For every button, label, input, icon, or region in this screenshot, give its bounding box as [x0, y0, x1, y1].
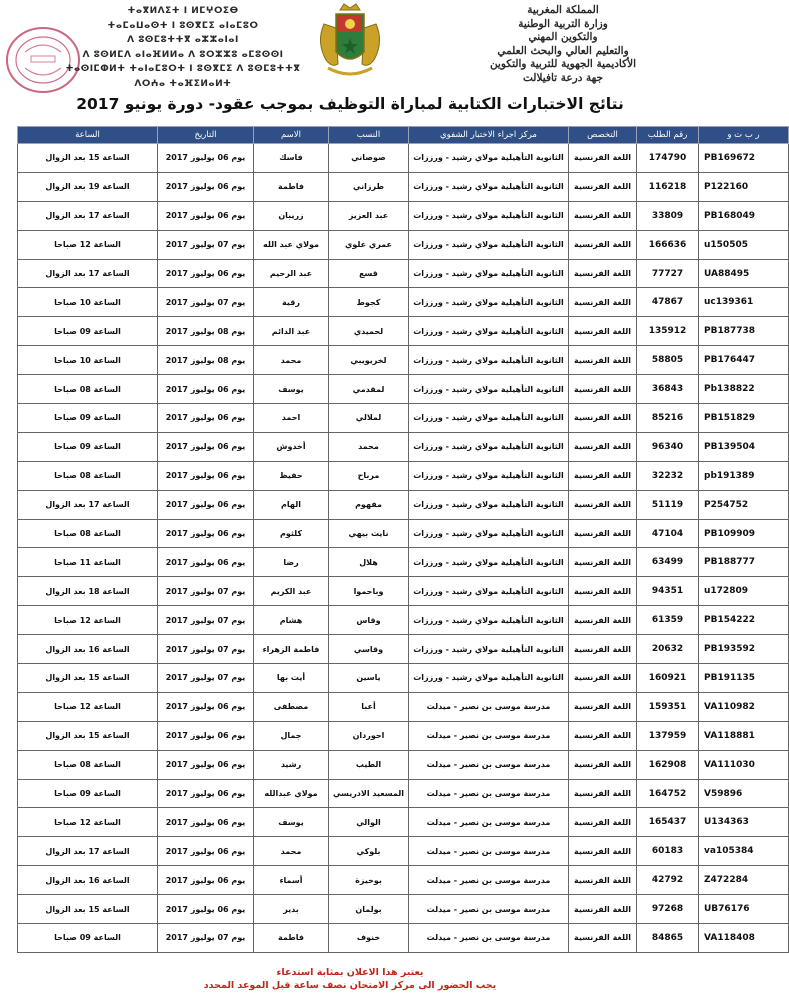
column-header-request-number: رقم الطلب	[637, 127, 699, 144]
cell-exam-center: مدرسة موسى بن نصير - ميدلت	[409, 866, 569, 895]
cell-specialty: اللغة الفرنسية	[569, 519, 637, 548]
cell-code: Pb138822	[699, 375, 789, 404]
cell-code: V59896	[699, 779, 789, 808]
table-row	[18, 692, 789, 721]
cell-specialty: اللغة الفرنسية	[569, 259, 637, 288]
cell-last-name: صوصاني	[329, 144, 409, 173]
cell-code: PB151829	[699, 404, 789, 433]
cell-last-name: وقاس	[329, 606, 409, 635]
cell-first-name: مولاي عبدالله	[254, 779, 329, 808]
table-header	[18, 127, 789, 144]
cell-request-number: 33809	[637, 201, 699, 230]
footer-notice	[0, 966, 700, 992]
cell-last-name: بولمان	[329, 895, 409, 924]
cell-last-name: قسع	[329, 259, 409, 288]
cell-specialty: اللغة الفرنسية	[569, 837, 637, 866]
cell-exam-center: مدرسة موسى بن نصير - ميدلت	[409, 721, 569, 750]
cell-last-name: طرزاني	[329, 172, 409, 201]
cell-code: pb191389	[699, 461, 789, 490]
tifinagh-line: ⵜⴰⵙⵏⵎⵀⵍⵜ ⵜⴰⵏⴰⵎⵓⵔⵜ ⵏ ⵓⵙⴳⵎⵉ ⴷ ⵓⵙⵎⵓⵜⵜⴳ	[65, 64, 301, 74]
cell-code: VA118408	[699, 924, 789, 953]
cell-request-number: 60183	[637, 837, 699, 866]
cell-specialty: اللغة الفرنسية	[569, 432, 637, 461]
cell-first-name: محمد	[254, 837, 329, 866]
arabic-line: الأكاديمية الجهوية للتربية والتكوين	[489, 58, 637, 70]
table-row	[18, 664, 789, 693]
cell-exam-center: الثانوية التأهيلية مولاي رشيد - ورززات	[409, 201, 569, 230]
cell-exam-center: الثانوية التأهيلية مولاي رشيد - ورززات	[409, 144, 569, 173]
cell-date: يوم 06 يوليوز 2017	[158, 172, 254, 201]
cell-request-number: 36843	[637, 375, 699, 404]
table-row	[18, 172, 789, 201]
cell-code: Z472284	[699, 866, 789, 895]
cell-last-name: عبد العزيز	[329, 201, 409, 230]
cell-code: P122160	[699, 172, 789, 201]
cell-last-name: لحميدي	[329, 317, 409, 346]
cell-last-name: مفهوم	[329, 490, 409, 519]
cell-first-name: الهام	[254, 490, 329, 519]
cell-last-name: أعبا	[329, 692, 409, 721]
cell-date: يوم 06 يوليوز 2017	[158, 490, 254, 519]
tifinagh-line: ⴷ ⵓⵙⵎⵓⵜⵜⴳ ⴰⵣⵣⴰⵏⴰⵏ	[127, 35, 239, 45]
cell-request-number: 51119	[637, 490, 699, 519]
cell-time: الساعة 18 بعد الزوال	[18, 577, 158, 606]
arabic-line: والتعليم العالي والبحث العلمي	[497, 44, 629, 57]
table-row	[18, 432, 789, 461]
cell-exam-center: الثانوية التأهيلية مولاي رشيد - ورززات	[409, 375, 569, 404]
column-header-time: الساعة	[18, 127, 158, 144]
cell-exam-center: الثانوية التأهيلية مولاي رشيد - ورززات	[409, 606, 569, 635]
cell-last-name: وباحموا	[329, 577, 409, 606]
cell-specialty: اللغة الفرنسية	[569, 895, 637, 924]
table-row	[18, 230, 789, 259]
cell-specialty: اللغة الفرنسية	[569, 201, 637, 230]
table-row	[18, 317, 789, 346]
cell-date: يوم 06 يوليوز 2017	[158, 750, 254, 779]
cell-date: يوم 06 يوليوز 2017	[158, 808, 254, 837]
cell-specialty: اللغة الفرنسية	[569, 346, 637, 375]
cell-request-number: 47104	[637, 519, 699, 548]
cell-code: PB191135	[699, 664, 789, 693]
cell-exam-center: مدرسة موسى بن نصير - ميدلت	[409, 808, 569, 837]
column-header-specialty: التخصص	[569, 127, 637, 144]
cell-specialty: اللغة الفرنسية	[569, 750, 637, 779]
table-row	[18, 866, 789, 895]
cell-last-name: لخريويبي	[329, 346, 409, 375]
table-row	[18, 519, 789, 548]
cell-first-name: رقية	[254, 288, 329, 317]
cell-last-name: نايت بيهي	[329, 519, 409, 548]
cell-first-name: كلثوم	[254, 519, 329, 548]
arabic-line: جهة درعة تافيلالت	[523, 71, 603, 84]
cell-date: يوم 06 يوليوز 2017	[158, 866, 254, 895]
cell-specialty: اللغة الفرنسية	[569, 866, 637, 895]
cell-specialty: اللغة الفرنسية	[569, 606, 637, 635]
cell-time: الساعة 15 بعد الزوال	[18, 721, 158, 750]
cell-time: الساعة 09 صباحا	[18, 432, 158, 461]
cell-time: الساعة 08 صباحا	[18, 519, 158, 548]
cell-code: UB76176	[699, 895, 789, 924]
cell-time: الساعة 16 بعد الزوال	[18, 866, 158, 895]
cell-date: يوم 06 يوليوز 2017	[158, 837, 254, 866]
cell-specialty: اللغة الفرنسية	[569, 721, 637, 750]
cell-first-name: بدير	[254, 895, 329, 924]
cell-exam-center: الثانوية التأهيلية مولاي رشيد - ورززات	[409, 519, 569, 548]
table-row	[18, 144, 789, 173]
cell-exam-center: الثانوية التأهيلية مولاي رشيد - ورززات	[409, 432, 569, 461]
cell-time: الساعة 08 صباحا	[18, 461, 158, 490]
cell-specialty: اللغة الفرنسية	[569, 375, 637, 404]
header-row	[18, 127, 789, 144]
table-row	[18, 837, 789, 866]
cell-exam-center: الثانوية التأهيلية مولاي رشيد - ورززات	[409, 288, 569, 317]
cell-first-name: يوسف	[254, 808, 329, 837]
cell-first-name: يوسف	[254, 375, 329, 404]
tifinagh-letterhead	[58, 4, 308, 91]
cell-time: الساعة 12 صباحا	[18, 692, 158, 721]
cell-code: PB139504	[699, 432, 789, 461]
table-row	[18, 346, 789, 375]
royal-emblem-icon	[314, 2, 386, 82]
table-row	[18, 375, 789, 404]
cell-date: يوم 07 يوليوز 2017	[158, 577, 254, 606]
cell-last-name: هلال	[329, 548, 409, 577]
cell-date: يوم 07 يوليوز 2017	[158, 288, 254, 317]
cell-first-name: فاطمة	[254, 172, 329, 201]
table-row	[18, 895, 789, 924]
cell-date: يوم 06 يوليوز 2017	[158, 519, 254, 548]
cell-exam-center: مدرسة موسى بن نصير - ميدلت	[409, 837, 569, 866]
cell-exam-center: الثانوية التأهيلية مولاي رشيد - ورززات	[409, 172, 569, 201]
letterhead	[0, 0, 700, 90]
cell-specialty: اللغة الفرنسية	[569, 461, 637, 490]
arabic-line: وزارة التربية الوطنية	[518, 17, 608, 30]
table-row	[18, 635, 789, 664]
table-row	[18, 490, 789, 519]
cell-code: PB176447	[699, 346, 789, 375]
table-row	[18, 288, 789, 317]
cell-specialty: اللغة الفرنسية	[569, 548, 637, 577]
column-header-code: ر ب ت و	[699, 127, 789, 144]
cell-first-name: زريبان	[254, 201, 329, 230]
column-header-first-name: الاسم	[254, 127, 329, 144]
cell-first-name: أسماء	[254, 866, 329, 895]
cell-first-name: أيت بها	[254, 664, 329, 693]
footer-line-summons: يعتبر هذا الاعلان بمثابة استدعاء	[276, 967, 424, 978]
cell-date: يوم 07 يوليوز 2017	[158, 230, 254, 259]
arabic-letterhead	[438, 4, 688, 85]
cell-exam-center: الثانوية التأهيلية مولاي رشيد - ورززات	[409, 635, 569, 664]
cell-exam-center: الثانوية التأهيلية مولاي رشيد - ورززات	[409, 577, 569, 606]
cell-last-name: خنوف	[329, 924, 409, 953]
cell-last-name: كجوط	[329, 288, 409, 317]
cell-last-name: محمد	[329, 432, 409, 461]
cell-date: يوم 06 يوليوز 2017	[158, 404, 254, 433]
cell-date: يوم 06 يوليوز 2017	[158, 144, 254, 173]
cell-specialty: اللغة الفرنسية	[569, 317, 637, 346]
cell-specialty: اللغة الفرنسية	[569, 692, 637, 721]
cell-request-number: 174790	[637, 144, 699, 173]
cell-code: PB168049	[699, 201, 789, 230]
cell-exam-center: الثانوية التأهيلية مولاي رشيد - ورززات	[409, 346, 569, 375]
cell-exam-center: الثانوية التأهيلية مولاي رشيد - ورززات	[409, 230, 569, 259]
cell-code: PB154222	[699, 606, 789, 635]
cell-code: u172809	[699, 577, 789, 606]
cell-request-number: 85216	[637, 404, 699, 433]
cell-date: يوم 06 يوليوز 2017	[158, 779, 254, 808]
cell-first-name: جمال	[254, 721, 329, 750]
cell-code: UA88495	[699, 259, 789, 288]
cell-time: الساعة 15 بعد الزوال	[18, 664, 158, 693]
cell-exam-center: الثانوية التأهيلية مولاي رشيد - ورززات	[409, 259, 569, 288]
cell-exam-center: الثانوية التأهيلية مولاي رشيد - ورززات	[409, 664, 569, 693]
cell-time: الساعة 08 صباحا	[18, 750, 158, 779]
cell-exam-center: الثانوية التأهيلية مولاي رشيد - ورززات	[409, 461, 569, 490]
cell-last-name: الطيب	[329, 750, 409, 779]
cell-exam-center: مدرسة موسى بن نصير - ميدلت	[409, 895, 569, 924]
cell-request-number: 162908	[637, 750, 699, 779]
column-header-date: التاريخ	[158, 127, 254, 144]
cell-specialty: اللغة الفرنسية	[569, 808, 637, 837]
tifinagh-line: ⵜⴰⵎⴰⵡⴰⵙⵜ ⵏ ⵓⵙⴳⵎⵉ ⴰⵏⴰⵎⵓⵔ	[107, 20, 259, 31]
tifinagh-line: ⵜⴰⴳⵍⴷⵉⵜ ⵏ ⵍⵎⵖⵔⵉⴱ	[127, 6, 239, 16]
cell-exam-center: الثانوية التأهيلية مولاي رشيد - ورززات	[409, 548, 569, 577]
cell-time: الساعة 08 صباحا	[18, 375, 158, 404]
cell-last-name: مرباح	[329, 461, 409, 490]
cell-request-number: 94351	[637, 577, 699, 606]
cell-first-name: رضا	[254, 548, 329, 577]
cell-time: الساعة 17 بعد الزوال	[18, 201, 158, 230]
cell-time: الساعة 12 صباحا	[18, 808, 158, 837]
cell-time: الساعة 16 بعد الزوال	[18, 635, 158, 664]
cell-time: الساعة 09 صباحا	[18, 404, 158, 433]
cell-specialty: اللغة الفرنسية	[569, 577, 637, 606]
cell-first-name: فاسك	[254, 144, 329, 173]
cell-time: الساعة 09 صباحا	[18, 317, 158, 346]
cell-time: الساعة 19 بعد الزوال	[18, 172, 158, 201]
arabic-line: المملكة المغربية	[527, 4, 599, 16]
cell-request-number: 42792	[637, 866, 699, 895]
cell-date: يوم 08 يوليوز 2017	[158, 317, 254, 346]
cell-exam-center: مدرسة موسى بن نصير - ميدلت	[409, 924, 569, 953]
cell-code: P254752	[699, 490, 789, 519]
cell-date: يوم 06 يوليوز 2017	[158, 259, 254, 288]
cell-date: يوم 06 يوليوز 2017	[158, 895, 254, 924]
cell-time: الساعة 11 صباحا	[18, 548, 158, 577]
cell-time: الساعة 15 بعد الزوال	[18, 895, 158, 924]
cell-time: الساعة 17 بعد الزوال	[18, 837, 158, 866]
table-row	[18, 461, 789, 490]
table-row	[18, 750, 789, 779]
cell-request-number: 84865	[637, 924, 699, 953]
cell-exam-center: مدرسة موسى بن نصير - ميدلت	[409, 692, 569, 721]
cell-first-name: مولاي عبد الله	[254, 230, 329, 259]
cell-exam-center: مدرسة موسى بن نصير - ميدلت	[409, 750, 569, 779]
tifinagh-line: ⴷ ⵓⵙⵍⵎⴷ ⴰⵏⴰⴼⵍⵍⴰ ⴷ ⵓⵔⵣⵣⵓ ⴰⵎⵓⵙⵙⵏ	[82, 49, 284, 60]
table-row	[18, 808, 789, 837]
cell-code: VA118881	[699, 721, 789, 750]
cell-date: يوم 06 يوليوز 2017	[158, 375, 254, 404]
table-row	[18, 404, 789, 433]
table-row	[18, 779, 789, 808]
cell-request-number: 164752	[637, 779, 699, 808]
cell-request-number: 32232	[637, 461, 699, 490]
table-row	[18, 721, 789, 750]
page-title: نتائج الاختبارات الكتابية لمباراة التوظيف بموجب عقود- دورة يونيو 2017	[76, 95, 624, 113]
cell-exam-center: الثانوية التأهيلية مولاي رشيد - ورززات	[409, 490, 569, 519]
cell-code: PB169672	[699, 144, 789, 173]
cell-date: يوم 07 يوليوز 2017	[158, 664, 254, 693]
table-body	[18, 144, 789, 953]
cell-request-number: 137959	[637, 721, 699, 750]
cell-exam-center: مدرسة موسى بن نصير - ميدلت	[409, 779, 569, 808]
cell-code: uc139361	[699, 288, 789, 317]
cell-specialty: اللغة الفرنسية	[569, 490, 637, 519]
cell-last-name: احوردان	[329, 721, 409, 750]
cell-time: الساعة 15 بعد الزوال	[18, 144, 158, 173]
table-row	[18, 201, 789, 230]
cell-date: يوم 06 يوليوز 2017	[158, 692, 254, 721]
cell-time: الساعة 17 بعد الزوال	[18, 490, 158, 519]
cell-last-name: الوالي	[329, 808, 409, 837]
cell-last-name: لملالي	[329, 404, 409, 433]
cell-request-number: 20632	[637, 635, 699, 664]
cell-specialty: اللغة الفرنسية	[569, 144, 637, 173]
table-row	[18, 606, 789, 635]
cell-time: الساعة 12 صباحا	[18, 230, 158, 259]
table-row	[18, 924, 789, 953]
table-row	[18, 259, 789, 288]
cell-date: يوم 06 يوليوز 2017	[158, 461, 254, 490]
cell-request-number: 97268	[637, 895, 699, 924]
cell-first-name: مصطفى	[254, 692, 329, 721]
cell-first-name: عبد الرحيم	[254, 259, 329, 288]
cell-request-number: 116218	[637, 172, 699, 201]
cell-time: الساعة 09 صباحا	[18, 924, 158, 953]
cell-first-name: أخدوش	[254, 432, 329, 461]
cell-first-name: فاطمة	[254, 924, 329, 953]
cell-request-number: 160921	[637, 664, 699, 693]
cell-request-number: 166636	[637, 230, 699, 259]
cell-first-name: عبد الكريم	[254, 577, 329, 606]
cell-specialty: اللغة الفرنسية	[569, 635, 637, 664]
table-row	[18, 548, 789, 577]
cell-request-number: 96340	[637, 432, 699, 461]
cell-last-name: عمري علوي	[329, 230, 409, 259]
cell-date: يوم 06 يوليوز 2017	[158, 201, 254, 230]
cell-code: PB109909	[699, 519, 789, 548]
cell-first-name: احمد	[254, 404, 329, 433]
footer-line-attendance: يجب الحضور الى مركز الامتحان نصف ساعة قبل الموعد المحدد	[203, 980, 497, 991]
cell-date: يوم 06 يوليوز 2017	[158, 548, 254, 577]
cell-time: الساعة 09 صباحا	[18, 779, 158, 808]
cell-last-name: بوخيزة	[329, 866, 409, 895]
cell-last-name: لمقدمي	[329, 375, 409, 404]
cell-last-name: ياسين	[329, 664, 409, 693]
cell-specialty: اللغة الفرنسية	[569, 172, 637, 201]
cell-specialty: اللغة الفرنسية	[569, 404, 637, 433]
cell-exam-center: الثانوية التأهيلية مولاي رشيد - ورززات	[409, 317, 569, 346]
cell-first-name: رشيد	[254, 750, 329, 779]
cell-specialty: اللغة الفرنسية	[569, 924, 637, 953]
cell-specialty: اللغة الفرنسية	[569, 779, 637, 808]
arabic-line: والتكوين المهني	[528, 31, 598, 43]
cell-date: يوم 07 يوليوز 2017	[158, 606, 254, 635]
cell-last-name: بلوكي	[329, 837, 409, 866]
cell-first-name: حفيظ	[254, 461, 329, 490]
cell-request-number: 61359	[637, 606, 699, 635]
cell-code: PB188777	[699, 548, 789, 577]
cell-first-name: هشام	[254, 606, 329, 635]
cell-specialty: اللغة الفرنسية	[569, 664, 637, 693]
results-table	[17, 126, 789, 953]
cell-last-name: المسعيد الادريسي	[329, 779, 409, 808]
cell-code: u150505	[699, 230, 789, 259]
cell-date: يوم 07 يوليوز 2017	[158, 924, 254, 953]
cell-code: VA111030	[699, 750, 789, 779]
cell-date: يوم 07 يوليوز 2017	[158, 635, 254, 664]
cell-last-name: وقاسي	[329, 635, 409, 664]
cell-date: يوم 06 يوليوز 2017	[158, 432, 254, 461]
column-header-last-name: النسب	[329, 127, 409, 144]
cell-first-name: فاطمة الزهراء	[254, 635, 329, 664]
cell-request-number: 47867	[637, 288, 699, 317]
cell-time: الساعة 12 صباحا	[18, 606, 158, 635]
cell-date: يوم 08 يوليوز 2017	[158, 346, 254, 375]
cell-request-number: 165437	[637, 808, 699, 837]
cell-time: الساعة 10 صباحا	[18, 346, 158, 375]
cell-specialty: اللغة الفرنسية	[569, 288, 637, 317]
cell-code: VA110982	[699, 692, 789, 721]
cell-first-name: محمد	[254, 346, 329, 375]
cell-date: يوم 06 يوليوز 2017	[158, 721, 254, 750]
cell-request-number: 159351	[637, 692, 699, 721]
cell-code: va105384	[699, 837, 789, 866]
cell-exam-center: الثانوية التأهيلية مولاي رشيد - ورززات	[409, 404, 569, 433]
cell-code: PB193592	[699, 635, 789, 664]
cell-first-name: عبد الدائم	[254, 317, 329, 346]
cell-specialty: اللغة الفرنسية	[569, 230, 637, 259]
cell-request-number: 77727	[637, 259, 699, 288]
cell-request-number: 135912	[637, 317, 699, 346]
cell-code: U134363	[699, 808, 789, 837]
cell-time: الساعة 10 صباحا	[18, 288, 158, 317]
column-header-exam-center: مركز اجراء الاختبار الشفوي	[409, 127, 569, 144]
cell-request-number: 63499	[637, 548, 699, 577]
cell-request-number: 58805	[637, 346, 699, 375]
tifinagh-line: ⴷⵔⵄⴰ ⵜⴰⴼⵉⵍⴰⵍⵜ	[134, 78, 232, 89]
cell-code: PB187738	[699, 317, 789, 346]
table-row	[18, 577, 789, 606]
cell-time: الساعة 17 بعد الزوال	[18, 259, 158, 288]
